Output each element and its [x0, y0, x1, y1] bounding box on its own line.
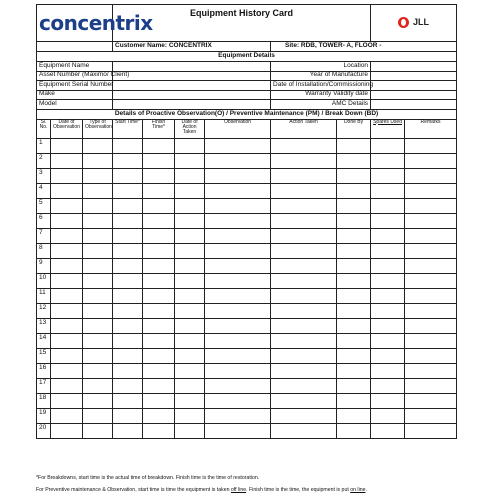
- table-row: [37, 423, 457, 438]
- table-cell[interactable]: [175, 273, 205, 288]
- table-cell[interactable]: [143, 153, 175, 168]
- customer-name: Customer Name: CONCENTRIX: [113, 42, 271, 52]
- row-number: 14: [37, 333, 51, 348]
- table-cell[interactable]: [271, 408, 337, 423]
- column-header: Sl. No.: [37, 119, 51, 138]
- table-cell[interactable]: [175, 168, 205, 183]
- table-cell[interactable]: [405, 138, 457, 153]
- table-cell[interactable]: [371, 393, 405, 408]
- table-row: [37, 408, 457, 423]
- table-cell[interactable]: [405, 303, 457, 318]
- table-cell[interactable]: [83, 423, 113, 438]
- table-cell[interactable]: [405, 408, 457, 423]
- table-cell[interactable]: [175, 303, 205, 318]
- card-title: Equipment History Card: [113, 5, 371, 42]
- table-row: [37, 258, 457, 273]
- table-cell[interactable]: [175, 378, 205, 393]
- table-cell[interactable]: [113, 198, 143, 213]
- table-cell[interactable]: [405, 393, 457, 408]
- row-number: 3: [37, 168, 51, 183]
- table-cell[interactable]: [205, 138, 271, 153]
- table-row: [37, 243, 457, 258]
- table-cell[interactable]: [51, 333, 83, 348]
- table-cell[interactable]: [405, 183, 457, 198]
- table-cell[interactable]: [337, 378, 371, 393]
- table-cell[interactable]: [271, 273, 337, 288]
- table-cell[interactable]: [83, 213, 113, 228]
- table-cell[interactable]: [143, 378, 175, 393]
- table-row: [37, 213, 457, 228]
- footnotes: [36, 472, 466, 496]
- observation-rows: [37, 138, 457, 438]
- table-cell[interactable]: [337, 408, 371, 423]
- table-row: [37, 318, 457, 333]
- serial-number-value[interactable]: [113, 81, 271, 91]
- table-cell[interactable]: [113, 408, 143, 423]
- table-cell[interactable]: [271, 378, 337, 393]
- table-cell[interactable]: [371, 168, 405, 183]
- table-cell[interactable]: [405, 288, 457, 303]
- breakdown-note: *For Breakdowns, start time is the actual time of breakdown. Finish time is the time of restoration.: [36, 475, 260, 481]
- column-header: Date of Action Taken: [175, 119, 205, 138]
- table-cell[interactable]: [83, 333, 113, 348]
- table-cell[interactable]: [205, 153, 271, 168]
- table-cell[interactable]: [371, 318, 405, 333]
- model-label: Model: [37, 100, 113, 110]
- table-cell[interactable]: [143, 363, 175, 378]
- table-cell[interactable]: [83, 228, 113, 243]
- column-header: Done By: [337, 119, 371, 138]
- table-cell[interactable]: [271, 198, 337, 213]
- table-cell[interactable]: [175, 213, 205, 228]
- table-cell[interactable]: [175, 393, 205, 408]
- year-of-manufacture-label: Year of Manufacture: [271, 71, 371, 81]
- row-number: 5: [37, 198, 51, 213]
- table-row: [37, 138, 457, 153]
- table-cell[interactable]: [113, 393, 143, 408]
- column-header: Observation: [205, 119, 271, 138]
- table-cell[interactable]: [143, 348, 175, 363]
- table-cell[interactable]: [405, 318, 457, 333]
- table-cell[interactable]: [175, 348, 205, 363]
- make-label: Make: [37, 90, 113, 100]
- table-cell[interactable]: [205, 213, 271, 228]
- column-header: Action Taken: [271, 119, 337, 138]
- table-cell[interactable]: [271, 243, 337, 258]
- table-cell[interactable]: [271, 423, 337, 438]
- warranty-date-value[interactable]: [371, 90, 457, 100]
- table-row: [37, 228, 457, 243]
- row-number: 18: [37, 393, 51, 408]
- table-cell[interactable]: [371, 348, 405, 363]
- table-cell[interactable]: [83, 318, 113, 333]
- asset-number-value[interactable]: [113, 71, 271, 81]
- table-cell[interactable]: [371, 243, 405, 258]
- column-header: Start Time*: [113, 119, 143, 138]
- row-number: 20: [37, 423, 51, 438]
- table-row: [37, 288, 457, 303]
- table-cell[interactable]: [113, 228, 143, 243]
- table-cell[interactable]: [405, 273, 457, 288]
- table-row: [37, 378, 457, 393]
- table-cell[interactable]: [271, 168, 337, 183]
- table-cell[interactable]: [175, 423, 205, 438]
- table-cell[interactable]: [405, 333, 457, 348]
- row-number: 13: [37, 318, 51, 333]
- table-row: [37, 183, 457, 198]
- table-cell[interactable]: [143, 333, 175, 348]
- table-cell[interactable]: [113, 153, 143, 168]
- table-cell[interactable]: [205, 303, 271, 318]
- location-value[interactable]: [371, 62, 457, 72]
- row-number: 19: [37, 408, 51, 423]
- table-cell[interactable]: [371, 273, 405, 288]
- table-cell[interactable]: [143, 303, 175, 318]
- table-cell[interactable]: [337, 153, 371, 168]
- equipment-name-value[interactable]: [113, 62, 271, 72]
- table-cell[interactable]: [405, 423, 457, 438]
- table-cell[interactable]: [143, 228, 175, 243]
- table-cell[interactable]: [205, 393, 271, 408]
- table-cell[interactable]: [405, 153, 457, 168]
- table-cell[interactable]: [51, 153, 83, 168]
- table-row: [37, 333, 457, 348]
- table-cell[interactable]: [83, 198, 113, 213]
- column-header: Type of Observation: [83, 119, 113, 138]
- table-cell[interactable]: [205, 423, 271, 438]
- table-cell[interactable]: [371, 153, 405, 168]
- table-cell[interactable]: [371, 333, 405, 348]
- table-row: [37, 153, 457, 168]
- table-cell[interactable]: [205, 288, 271, 303]
- table-cell[interactable]: [337, 303, 371, 318]
- table-cell[interactable]: [175, 228, 205, 243]
- table-cell[interactable]: [271, 228, 337, 243]
- table-cell[interactable]: [175, 183, 205, 198]
- table-cell[interactable]: [175, 153, 205, 168]
- jll-logo-text: JLL: [412, 16, 429, 27]
- table-cell[interactable]: [205, 273, 271, 288]
- table-cell[interactable]: [175, 243, 205, 258]
- column-header: Finish Time*: [143, 119, 175, 138]
- column-header: Spares Used: [371, 119, 405, 138]
- row-number: 10: [37, 273, 51, 288]
- table-cell[interactable]: [51, 198, 83, 213]
- table-cell[interactable]: [371, 198, 405, 213]
- installation-date-label: Date of Installation/Commissioning: [271, 81, 371, 91]
- table-cell[interactable]: [83, 363, 113, 378]
- table-cell[interactable]: [371, 423, 405, 438]
- table-cell[interactable]: [371, 258, 405, 273]
- table-cell[interactable]: [337, 258, 371, 273]
- table-cell[interactable]: [83, 273, 113, 288]
- table-cell[interactable]: [51, 363, 83, 378]
- table-cell[interactable]: [113, 213, 143, 228]
- table-cell[interactable]: [175, 333, 205, 348]
- maintenance-note-text: For Preventive maintenance & Observation, start time is time the equipment is taken: [36, 487, 231, 493]
- table-cell[interactable]: [205, 348, 271, 363]
- table-cell[interactable]: [271, 288, 337, 303]
- table-cell[interactable]: [113, 423, 143, 438]
- table-cell[interactable]: [405, 363, 457, 378]
- table-cell[interactable]: [83, 243, 113, 258]
- row-number: 11: [37, 288, 51, 303]
- table-cell[interactable]: [113, 138, 143, 153]
- table-cell[interactable]: [143, 258, 175, 273]
- table-cell[interactable]: [113, 333, 143, 348]
- table-cell[interactable]: [83, 348, 113, 363]
- table-cell[interactable]: [51, 138, 83, 153]
- observation-column-headers: [37, 119, 457, 138]
- table-row: [37, 273, 457, 288]
- table-cell[interactable]: [271, 258, 337, 273]
- table-cell[interactable]: [51, 243, 83, 258]
- table-cell[interactable]: [83, 378, 113, 393]
- table-cell[interactable]: [205, 198, 271, 213]
- history-card-table: [36, 4, 457, 439]
- table-cell[interactable]: [337, 348, 371, 363]
- table-cell[interactable]: [175, 198, 205, 213]
- table-cell[interactable]: [113, 303, 143, 318]
- table-cell[interactable]: [143, 408, 175, 423]
- table-cell[interactable]: [271, 348, 337, 363]
- table-cell[interactable]: [175, 258, 205, 273]
- table-cell[interactable]: [113, 243, 143, 258]
- table-cell[interactable]: [51, 348, 83, 363]
- table-row: [37, 348, 457, 363]
- equipment-details-heading: Equipment Details: [37, 52, 457, 62]
- table-cell[interactable]: [83, 303, 113, 318]
- table-cell[interactable]: [337, 138, 371, 153]
- table-cell[interactable]: [113, 183, 143, 198]
- table-cell[interactable]: [113, 168, 143, 183]
- table-cell[interactable]: [337, 183, 371, 198]
- table-cell[interactable]: [205, 258, 271, 273]
- location-label: Location: [271, 62, 371, 72]
- table-cell[interactable]: [113, 273, 143, 288]
- row-number: 8: [37, 243, 51, 258]
- row-number: 7: [37, 228, 51, 243]
- table-cell[interactable]: [205, 363, 271, 378]
- column-header: Remarks: [405, 119, 457, 138]
- maintenance-note: [36, 484, 466, 496]
- table-cell[interactable]: [51, 273, 83, 288]
- amc-details-value[interactable]: [371, 100, 457, 110]
- table-cell[interactable]: [371, 288, 405, 303]
- table-row: [37, 198, 457, 213]
- table-cell[interactable]: [371, 363, 405, 378]
- table-cell[interactable]: [205, 228, 271, 243]
- row-number: 9: [37, 258, 51, 273]
- table-cell[interactable]: [205, 333, 271, 348]
- table-cell[interactable]: [337, 393, 371, 408]
- table-cell[interactable]: [371, 213, 405, 228]
- table-cell[interactable]: [337, 228, 371, 243]
- table-cell[interactable]: [271, 213, 337, 228]
- site-info: Site: RDB, TOWER- A, FLOOR -: [271, 42, 457, 52]
- table-cell[interactable]: [113, 378, 143, 393]
- table-cell[interactable]: [205, 318, 271, 333]
- table-cell[interactable]: [51, 423, 83, 438]
- table-cell[interactable]: [83, 393, 113, 408]
- table-row: [37, 303, 457, 318]
- table-cell[interactable]: [371, 183, 405, 198]
- jll-logo-icon: [398, 17, 409, 28]
- table-cell[interactable]: [113, 348, 143, 363]
- table-cell[interactable]: [143, 273, 175, 288]
- table-cell[interactable]: [271, 153, 337, 168]
- table-cell[interactable]: [337, 273, 371, 288]
- table-cell[interactable]: [51, 318, 83, 333]
- table-cell[interactable]: [271, 318, 337, 333]
- table-cell[interactable]: [143, 423, 175, 438]
- table-cell[interactable]: [337, 423, 371, 438]
- table-cell[interactable]: [405, 228, 457, 243]
- table-cell[interactable]: [51, 183, 83, 198]
- concentrix-logo: concentrix: [39, 10, 153, 35]
- row-number: 2: [37, 153, 51, 168]
- table-cell[interactable]: [405, 243, 457, 258]
- asset-number-label: Asset Number (Maximo/ Client): [37, 71, 113, 81]
- table-cell[interactable]: [143, 138, 175, 153]
- table-cell[interactable]: [271, 363, 337, 378]
- table-cell[interactable]: [83, 183, 113, 198]
- table-cell[interactable]: [271, 138, 337, 153]
- on-line-term: on line: [350, 487, 366, 493]
- amc-details-label: AMC Details: [271, 100, 371, 110]
- table-cell[interactable]: [175, 288, 205, 303]
- table-cell[interactable]: [175, 408, 205, 423]
- table-cell[interactable]: [337, 168, 371, 183]
- table-cell[interactable]: [51, 168, 83, 183]
- table-cell[interactable]: [371, 228, 405, 243]
- table-cell[interactable]: [51, 288, 83, 303]
- equipment-name-label: Equipment Name: [37, 62, 113, 72]
- make-value[interactable]: [113, 90, 271, 100]
- table-cell[interactable]: [271, 183, 337, 198]
- blank-cell: [37, 42, 113, 52]
- warranty-date-label: Warranty Validity date: [271, 90, 371, 100]
- table-cell[interactable]: [371, 378, 405, 393]
- table-cell[interactable]: [175, 363, 205, 378]
- table-cell[interactable]: [83, 153, 113, 168]
- column-header: Date of Observation: [51, 119, 83, 138]
- table-cell[interactable]: [51, 228, 83, 243]
- table-cell[interactable]: [405, 213, 457, 228]
- table-cell[interactable]: [83, 138, 113, 153]
- table-cell[interactable]: [143, 168, 175, 183]
- equipment-history-card: [36, 4, 456, 439]
- row-number: 1: [37, 138, 51, 153]
- table-cell[interactable]: [271, 333, 337, 348]
- table-cell[interactable]: [337, 318, 371, 333]
- table-cell[interactable]: [405, 378, 457, 393]
- table-row: [37, 168, 457, 183]
- table-row: [37, 393, 457, 408]
- table-cell[interactable]: [143, 198, 175, 213]
- table-cell[interactable]: [205, 183, 271, 198]
- table-cell[interactable]: [83, 258, 113, 273]
- table-cell[interactable]: [113, 363, 143, 378]
- table-cell[interactable]: [371, 408, 405, 423]
- table-cell[interactable]: [83, 408, 113, 423]
- serial-number-label: Equipment Serial Number: [37, 81, 113, 91]
- table-cell[interactable]: [405, 168, 457, 183]
- table-cell[interactable]: [51, 378, 83, 393]
- table-cell[interactable]: [143, 183, 175, 198]
- table-cell[interactable]: [51, 213, 83, 228]
- year-of-manufacture-value[interactable]: [371, 71, 457, 81]
- table-cell[interactable]: [337, 198, 371, 213]
- row-number: 6: [37, 213, 51, 228]
- table-cell[interactable]: [337, 333, 371, 348]
- table-cell[interactable]: [205, 243, 271, 258]
- table-cell[interactable]: [143, 318, 175, 333]
- table-cell[interactable]: [337, 288, 371, 303]
- row-number: 15: [37, 348, 51, 363]
- maintenance-note-text: . Finish time is the time, the equipment is put: [246, 487, 351, 493]
- row-number: 16: [37, 363, 51, 378]
- jll-logo-cell: [371, 5, 457, 42]
- table-cell[interactable]: [405, 258, 457, 273]
- table-cell[interactable]: [371, 138, 405, 153]
- row-number: 4: [37, 183, 51, 198]
- table-cell[interactable]: [175, 138, 205, 153]
- table-cell[interactable]: [83, 168, 113, 183]
- table-cell[interactable]: [143, 393, 175, 408]
- table-cell[interactable]: [337, 243, 371, 258]
- model-value[interactable]: [113, 100, 271, 110]
- table-cell[interactable]: [337, 213, 371, 228]
- table-row: [37, 363, 457, 378]
- table-cell[interactable]: [271, 303, 337, 318]
- table-cell[interactable]: [51, 258, 83, 273]
- table-cell[interactable]: [405, 348, 457, 363]
- table-cell[interactable]: [113, 288, 143, 303]
- table-cell[interactable]: [205, 168, 271, 183]
- installation-date-value[interactable]: [371, 81, 457, 91]
- table-cell[interactable]: [405, 198, 457, 213]
- table-cell[interactable]: [113, 258, 143, 273]
- table-cell[interactable]: [143, 288, 175, 303]
- table-cell[interactable]: [143, 213, 175, 228]
- maintenance-note-text: .: [365, 487, 367, 493]
- table-cell[interactable]: [371, 303, 405, 318]
- table-cell[interactable]: [113, 318, 143, 333]
- row-number: 17: [37, 378, 51, 393]
- observation-details-heading: Details of Proactive Observation(O) / Preventive Maintenance (PM) / Break Down (BD): [37, 109, 457, 119]
- table-cell[interactable]: [271, 393, 337, 408]
- table-cell[interactable]: [143, 243, 175, 258]
- table-cell[interactable]: [83, 288, 113, 303]
- logo-cell: [37, 5, 153, 42]
- row-number: 12: [37, 303, 51, 318]
- table-cell[interactable]: [337, 363, 371, 378]
- table-cell[interactable]: [175, 318, 205, 333]
- table-cell[interactable]: [205, 408, 271, 423]
- table-cell[interactable]: [51, 408, 83, 423]
- table-cell[interactable]: [51, 393, 83, 408]
- table-cell[interactable]: [51, 303, 83, 318]
- off-line-term: off line: [230, 487, 247, 493]
- table-cell[interactable]: [205, 378, 271, 393]
